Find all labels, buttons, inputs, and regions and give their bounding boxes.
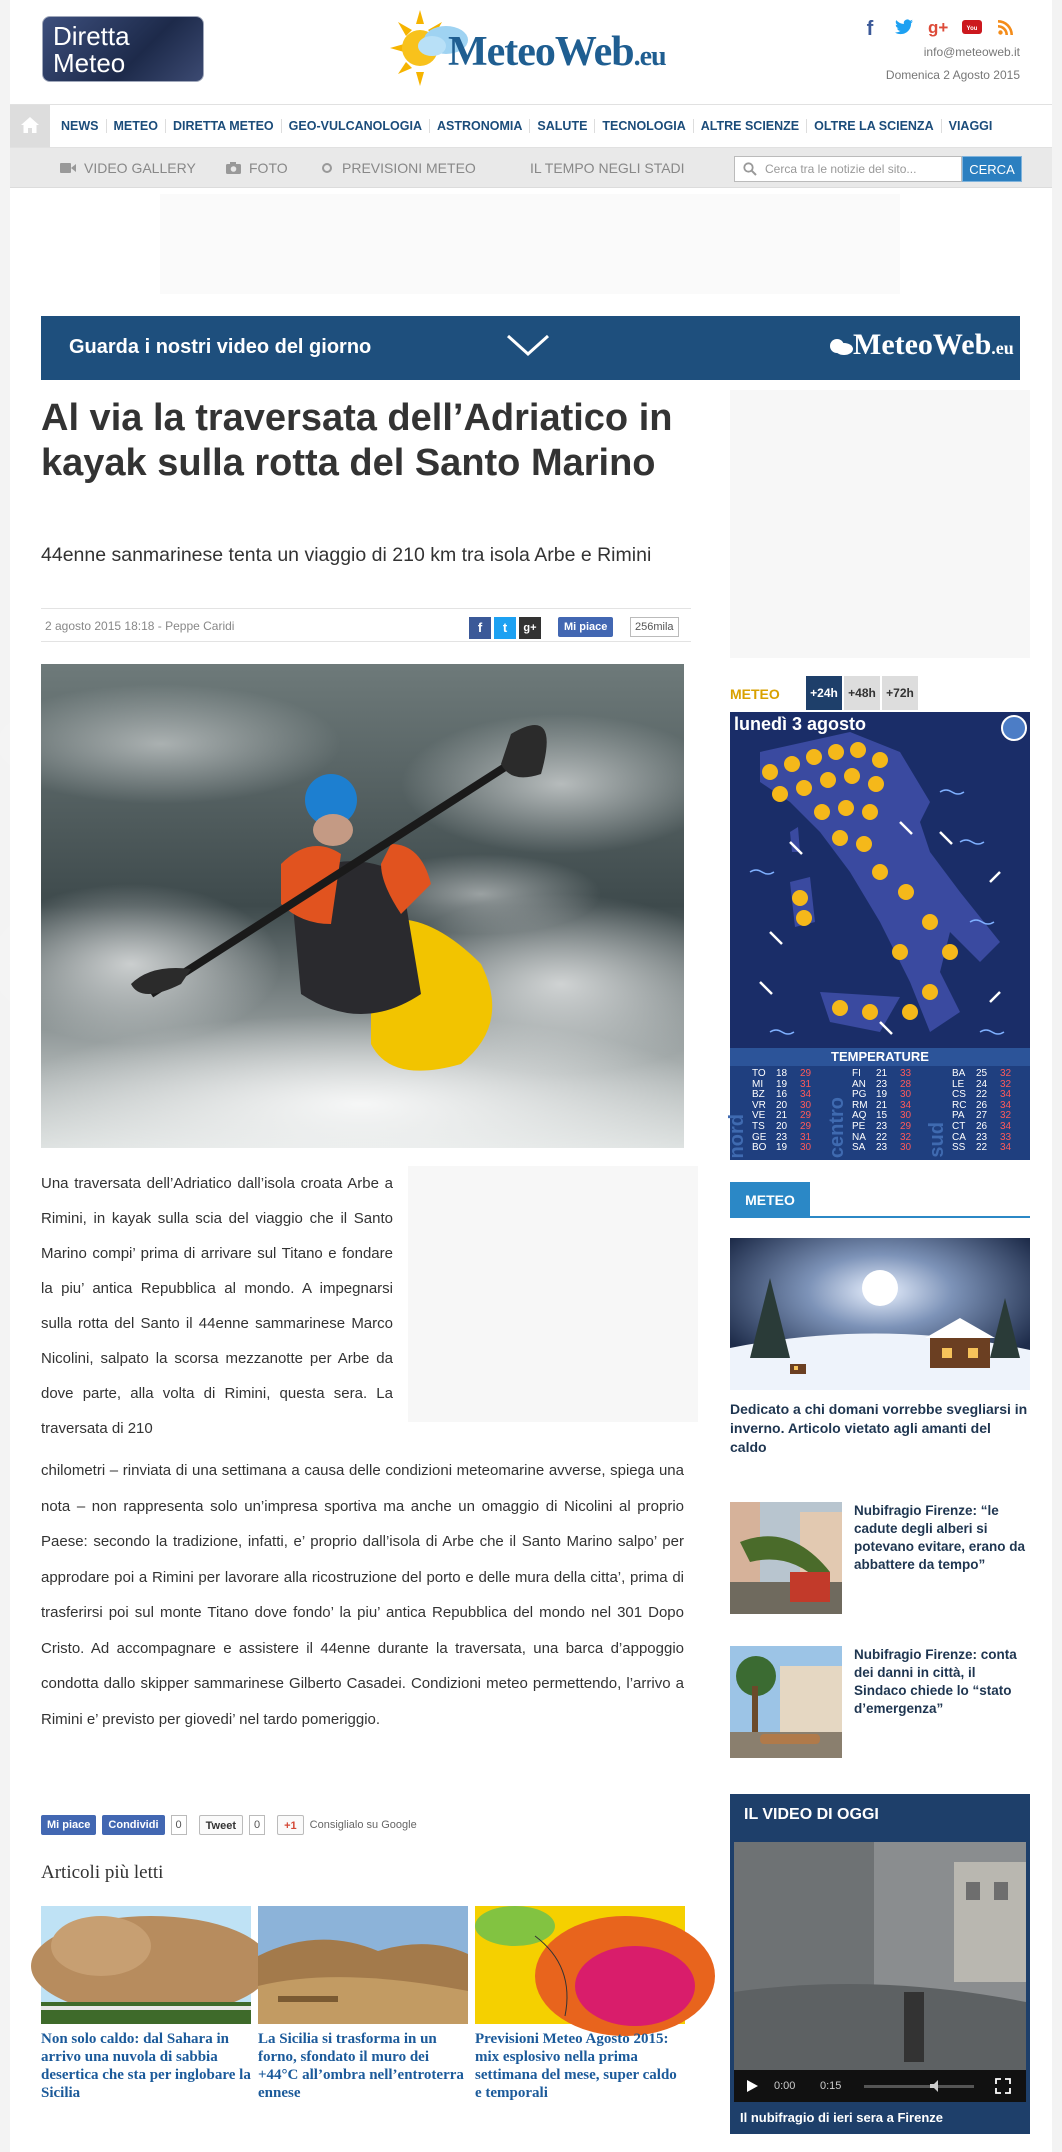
temp-min: 23 bbox=[976, 1131, 988, 1143]
temp-column-nord bbox=[726, 1066, 830, 1160]
search-icon bbox=[743, 162, 757, 176]
search-input[interactable] bbox=[734, 156, 962, 182]
tempo-stadi-link[interactable] bbox=[530, 160, 685, 176]
city-code: MI bbox=[752, 1078, 764, 1090]
temp-max: 34 bbox=[1000, 1142, 1012, 1154]
temp-min: 22 bbox=[976, 1142, 988, 1154]
temp-max: 30 bbox=[800, 1099, 812, 1111]
temp-row bbox=[752, 1143, 830, 1154]
city-code: RC bbox=[952, 1099, 967, 1111]
temp-min: 16 bbox=[776, 1089, 788, 1101]
city-code: CA bbox=[952, 1131, 966, 1143]
city-code: RM bbox=[852, 1099, 868, 1111]
share-row bbox=[41, 1814, 417, 1836]
meteo-forecast-tabs bbox=[730, 676, 1030, 710]
brand-name: MeteoWeb bbox=[448, 29, 634, 75]
social-links bbox=[860, 18, 1016, 42]
fb-like-button-bottom[interactable]: Mi piace bbox=[41, 1815, 96, 1835]
temp-row bbox=[852, 1143, 930, 1154]
play-icon[interactable] bbox=[746, 2080, 758, 2092]
meteo-widget-label: METEO bbox=[730, 686, 780, 702]
fb-like-count: 256mila bbox=[630, 617, 679, 637]
temp-max: 34 bbox=[800, 1089, 812, 1101]
temp-max: 30 bbox=[900, 1089, 912, 1101]
video-progress-bar[interactable] bbox=[864, 2085, 974, 2088]
temp-max: 32 bbox=[1000, 1078, 1012, 1090]
article-meta bbox=[41, 608, 691, 642]
city-code: NA bbox=[852, 1131, 866, 1143]
google-plus-button[interactable]: +1 bbox=[277, 1815, 304, 1835]
logo-left-line2: Meteo bbox=[53, 48, 126, 78]
city-code: CT bbox=[952, 1120, 966, 1132]
temp-max: 28 bbox=[900, 1078, 912, 1090]
video-frame bbox=[734, 1842, 1026, 2070]
most-read-caption: Non solo caldo: dal Sahara in arrivo una nuvola di sabbia desertica che sta per inglobare la Sicilia bbox=[41, 2031, 251, 2101]
sun-cloud-icon bbox=[827, 334, 853, 360]
temp-max: 32 bbox=[1000, 1068, 1012, 1079]
most-read-card[interactable] bbox=[475, 1906, 685, 2102]
region-label: centro bbox=[826, 1096, 848, 1158]
temp-max: 33 bbox=[900, 1068, 912, 1079]
previsioni-meteo-link[interactable] bbox=[320, 160, 476, 176]
current-date: Domenica 2 Agosto 2015 bbox=[885, 68, 1020, 82]
city-damage-thumbnail bbox=[730, 1646, 842, 1758]
page bbox=[10, 0, 1052, 2152]
city-code: PA bbox=[952, 1110, 965, 1122]
city-code: GE bbox=[752, 1131, 767, 1143]
video-gallery-link[interactable] bbox=[60, 160, 196, 176]
tab-24h[interactable]: +24h bbox=[806, 676, 842, 710]
contact-email[interactable]: info@meteoweb.it bbox=[923, 45, 1020, 59]
meteoweb-logo[interactable] bbox=[390, 8, 690, 88]
logo-left-line1: Diretta bbox=[53, 21, 130, 51]
temp-max: 33 bbox=[1000, 1131, 1012, 1143]
city-code: BZ bbox=[752, 1089, 765, 1101]
video-controls bbox=[734, 2070, 1026, 2102]
city-code: PG bbox=[852, 1089, 867, 1101]
article-body-part1: Una traversata dell’Adriatico dall’isola croata Arbe a Rimini, in kayak sulla scia del viaggio che il Santo Marino compi’ prima di arrivare sul Titano e fondare la piu’ antica Repubblica al mondo. A impegnarsi sulla rotta del Santo il 44enne sammarinese Marco Nicolini, salpato la scorsa mezzanotte per Arbe da dove parte, alla volta di Rimini, questa sera. La traversata di 210 bbox=[41, 1175, 393, 1437]
temp-row bbox=[752, 1122, 830, 1133]
temp-min: 18 bbox=[776, 1068, 788, 1079]
fb-like-label: Mi piace bbox=[564, 621, 608, 633]
nav-item-meteo[interactable]: METEO bbox=[107, 119, 166, 133]
nav-item-news[interactable]: NEWS bbox=[54, 119, 107, 133]
foto-link[interactable] bbox=[226, 160, 288, 176]
city-code: TS bbox=[752, 1120, 765, 1132]
nav-item-oltre-la-scienza[interactable]: OLTRE LA SCIENZA bbox=[807, 119, 941, 133]
camera-icon bbox=[226, 162, 241, 174]
foto-label: FOTO bbox=[249, 160, 288, 176]
search-form bbox=[734, 156, 1024, 182]
chevron-down-icon[interactable] bbox=[506, 330, 550, 360]
temp-min: 22 bbox=[976, 1089, 988, 1101]
temp-max: 29 bbox=[800, 1110, 812, 1122]
temp-row bbox=[852, 1122, 930, 1133]
facebook-icon[interactable]: f bbox=[866, 18, 874, 40]
temp-row bbox=[952, 1122, 1030, 1133]
tweet-button[interactable]: Tweet bbox=[199, 1815, 243, 1835]
search-button[interactable]: CERCA bbox=[962, 156, 1022, 182]
temp-min: 27 bbox=[976, 1110, 988, 1122]
sun-icon bbox=[320, 161, 334, 175]
temp-max: 34 bbox=[900, 1099, 912, 1111]
italy-map-graphic bbox=[730, 712, 1030, 1048]
temp-min: 20 bbox=[776, 1099, 788, 1111]
google-recommend-text: Consiglialo su Google bbox=[309, 1819, 417, 1831]
sidebar-ad bbox=[730, 390, 1030, 658]
news-item[interactable] bbox=[730, 1502, 1030, 1614]
most-read-heading: Articoli più letti bbox=[41, 1862, 164, 1883]
winter-feature-caption[interactable]: Dedicato a chi domani vorrebbe svegliarsi in inverno. Articolo vietato agli amanti del caldo bbox=[730, 1401, 1028, 1455]
nav-item-altre-scienze[interactable]: ALTRE SCIENZE bbox=[694, 119, 807, 133]
fb-share-count: 0 bbox=[171, 1815, 187, 1835]
tab-72h[interactable]: +72h bbox=[882, 676, 918, 710]
share-facebook-icon[interactable]: f bbox=[469, 617, 491, 639]
fallen-trees-thumbnail bbox=[730, 1502, 842, 1614]
temp-max: 32 bbox=[1000, 1110, 1012, 1122]
kayak-photo bbox=[41, 664, 684, 1148]
heat-map-image bbox=[475, 1906, 685, 2024]
temp-rows bbox=[952, 1069, 1030, 1154]
temp-min: 24 bbox=[976, 1078, 988, 1090]
temp-min: 23 bbox=[876, 1120, 888, 1132]
temp-row bbox=[952, 1069, 1030, 1080]
temp-max: 31 bbox=[800, 1131, 812, 1143]
nav-item-diretta-meteo[interactable]: DIRETTA METEO bbox=[166, 119, 282, 133]
sand-storm-image bbox=[41, 1906, 251, 2024]
article-byline: 2 agosto 2015 18:18 - Peppe Caridi bbox=[45, 619, 235, 633]
news-item-text: Nubifragio Firenze: “le cadute degli alberi si potevano evitare, erano da abbattere da tempo” bbox=[854, 1503, 1026, 1572]
previsioni-label: PREVISIONI METEO bbox=[342, 160, 476, 176]
city-code: SS bbox=[952, 1142, 966, 1154]
temp-min: 21 bbox=[776, 1110, 788, 1122]
fb-share-button[interactable]: Condividi bbox=[102, 1815, 164, 1835]
most-read-card[interactable] bbox=[258, 1906, 468, 2102]
italy-weather-map[interactable] bbox=[726, 712, 1030, 1160]
temp-row bbox=[852, 1069, 930, 1080]
temp-min: 19 bbox=[776, 1142, 788, 1154]
temp-row bbox=[752, 1069, 830, 1080]
temperature-heading: TEMPERATURE bbox=[730, 1048, 1030, 1066]
temp-min: 25 bbox=[976, 1068, 988, 1079]
temp-min: 20 bbox=[776, 1120, 788, 1132]
temp-column-sud bbox=[926, 1066, 1030, 1160]
video-camera-icon bbox=[60, 162, 76, 174]
sub-nav bbox=[10, 148, 1052, 188]
home-button[interactable] bbox=[10, 105, 50, 147]
search-placeholder: Cerca tra le notizie del sito... bbox=[765, 162, 917, 176]
temp-min: 26 bbox=[976, 1120, 988, 1132]
most-read-card[interactable] bbox=[41, 1906, 251, 2102]
brand-suffix: .eu bbox=[633, 41, 666, 72]
temp-max: 30 bbox=[800, 1142, 812, 1154]
temp-max: 30 bbox=[900, 1142, 912, 1154]
temp-max: 29 bbox=[900, 1120, 912, 1132]
video-caption[interactable]: Il nubifragio di ieri sera a Firenze bbox=[740, 2110, 943, 2125]
region-label: nord bbox=[726, 1113, 748, 1158]
city-code: LE bbox=[952, 1078, 965, 1090]
video-bar-brand: MeteoWeb bbox=[853, 328, 992, 361]
fullscreen-icon[interactable] bbox=[996, 2079, 1010, 2093]
news-item[interactable] bbox=[730, 1646, 1030, 1758]
meteo-section-header bbox=[730, 1182, 1030, 1218]
video-current-time: 0:00 bbox=[774, 2080, 796, 2092]
city-code: FI bbox=[852, 1068, 861, 1079]
city-code: AQ bbox=[852, 1110, 867, 1122]
video-player[interactable] bbox=[734, 1842, 1026, 2102]
ad-banner bbox=[160, 194, 900, 294]
temp-min: 15 bbox=[876, 1110, 888, 1122]
temp-row bbox=[952, 1143, 1030, 1154]
article-title: Al via la traversata dell’Adriatico in kayak sulla rotta del Santo Marino bbox=[41, 397, 673, 484]
temp-rows bbox=[752, 1069, 830, 1154]
city-code: SA bbox=[852, 1142, 866, 1154]
temp-min: 19 bbox=[876, 1089, 888, 1101]
share-twitter-icon[interactable]: t bbox=[494, 617, 516, 639]
sicily-landscape-image bbox=[258, 1906, 468, 2024]
nav-item-viaggi[interactable]: VIAGGI bbox=[948, 119, 993, 133]
twitter-icon[interactable] bbox=[894, 18, 914, 42]
temperature-table bbox=[726, 1066, 1030, 1160]
nav-item-astronomia[interactable]: ASTRONOMIA bbox=[430, 119, 530, 133]
tempo-stadi-label: IL TEMPO NEGLI STADI bbox=[530, 160, 685, 176]
youtube-icon[interactable] bbox=[962, 18, 982, 42]
article-photo bbox=[41, 664, 684, 1148]
city-code: AN bbox=[852, 1078, 866, 1090]
article-subtitle: 44enne sanmarinese tenta un viaggio di 210 km tra isola Arbe e Rimini bbox=[41, 544, 652, 566]
temp-max: 30 bbox=[900, 1110, 912, 1122]
most-read-caption: Previsioni Meteo Agosto 2015: mix esplosivo nella prima settimana del mese, super caldo e temporali bbox=[475, 2031, 677, 2101]
share-google-plus-icon[interactable]: g+ bbox=[519, 617, 541, 639]
google-plus-icon[interactable]: g+ bbox=[928, 18, 949, 37]
temp-column-centro bbox=[826, 1066, 930, 1160]
video-duration: 0:15 bbox=[820, 2080, 842, 2092]
temp-min: 23 bbox=[776, 1131, 788, 1143]
video-bar-text: Guarda i nostri video del giorno bbox=[69, 336, 372, 358]
temp-min: 19 bbox=[776, 1078, 788, 1090]
meteo-section-label[interactable]: METEO bbox=[730, 1182, 810, 1218]
tweet-count: 0 bbox=[249, 1815, 265, 1835]
city-code: BA bbox=[952, 1068, 966, 1079]
temp-max: 29 bbox=[800, 1068, 812, 1079]
temp-min: 23 bbox=[876, 1078, 888, 1090]
winter-feature-image[interactable] bbox=[730, 1238, 1030, 1390]
temp-rows bbox=[852, 1069, 930, 1154]
diretta-meteo-logo[interactable] bbox=[42, 16, 204, 82]
temp-min: 22 bbox=[876, 1131, 888, 1143]
temp-max: 32 bbox=[900, 1131, 912, 1143]
article-body-part2: chilometri – rinviata di una settimana a causa delle condizioni meteomarine avverse, spiega una nota – non rappresenta solo un’impresa sportiva ma anche un omaggio di Nicolini al proprio Paese: secondo la tradizione, infatti, e’ proprio dall’isola di Arbe che il Santo Marino salpo’ per approdare poi a Rimini per lavorare alla ricostruzione del porto e delle mura della citta’, prima di trasferirsi poi sul monte Titano dove fondo’ la piu’ antica Repubblica del mondo nel 301 Dopo Cristo. Ad accompagnare e assistere il 44enne durante la traversata, una barca d’appoggio condotta dallo skipper sammarinese Gilberto Casadei. Condizioni meteo permettendo, l’arrivo a Rimini e’ previsto per giovedi’ nel tardo pomeriggio. bbox=[41, 1462, 684, 1728]
temp-min: 23 bbox=[876, 1142, 888, 1154]
city-code: BO bbox=[752, 1142, 767, 1154]
region-label: sud bbox=[926, 1122, 948, 1158]
city-code: VE bbox=[752, 1110, 766, 1122]
news-item-text: Nubifragio Firenze: conta dei danni in città, il Sindaco chiede lo “stato d’emergenza” bbox=[854, 1647, 1017, 1716]
video-bar-logo bbox=[827, 328, 1014, 362]
tab-48h[interactable]: +48h bbox=[844, 676, 880, 710]
inline-ad bbox=[408, 1166, 698, 1422]
temp-min: 26 bbox=[976, 1099, 988, 1111]
svg-text:You: You bbox=[966, 26, 978, 32]
temp-max: 31 bbox=[800, 1078, 812, 1090]
nav-item-tecnologia[interactable]: TECNOLOGIA bbox=[595, 119, 693, 133]
city-code: VR bbox=[752, 1099, 766, 1111]
nav-item-geo-vulcanologia[interactable]: GEO-VULCANOLOGIA bbox=[282, 119, 430, 133]
most-read-caption: La Sicilia si trasforma in un forno, sfondato il muro dei +44°C all’ombra nell’entroterra ennese bbox=[258, 2031, 464, 2101]
fb-like-button[interactable] bbox=[558, 617, 613, 637]
home-icon bbox=[21, 117, 39, 133]
video-of-day-bar[interactable] bbox=[41, 316, 1020, 380]
city-code: TO bbox=[752, 1068, 766, 1079]
video-gallery-label: VIDEO GALLERY bbox=[84, 160, 196, 176]
temp-max: 34 bbox=[1000, 1099, 1012, 1111]
temp-max: 34 bbox=[1000, 1089, 1012, 1101]
video-of-day bbox=[730, 1794, 1030, 2134]
temp-min: 21 bbox=[876, 1099, 888, 1111]
video-heading: IL VIDEO DI OGGI bbox=[744, 1806, 879, 1823]
city-code: PE bbox=[852, 1120, 866, 1132]
rss-icon[interactable] bbox=[996, 18, 1016, 42]
temp-max: 29 bbox=[800, 1120, 812, 1132]
temp-min: 21 bbox=[876, 1068, 888, 1079]
temp-max: 34 bbox=[1000, 1120, 1012, 1132]
video-bar-brand-suffix: .eu bbox=[991, 338, 1014, 358]
volume-icon[interactable] bbox=[930, 2080, 944, 2092]
nav-item-salute[interactable]: SALUTE bbox=[530, 119, 595, 133]
main-nav bbox=[10, 104, 1052, 148]
city-code: CS bbox=[952, 1089, 966, 1101]
forecast-day: lunedì 3 agosto bbox=[734, 714, 867, 734]
